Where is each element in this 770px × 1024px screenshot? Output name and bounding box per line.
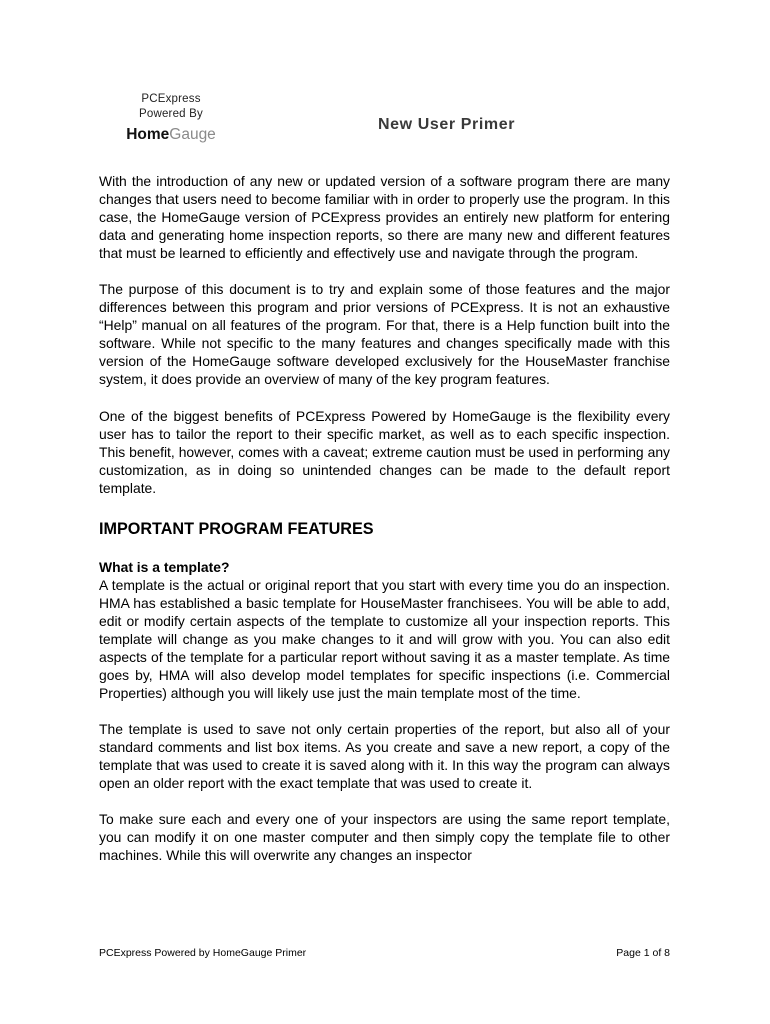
logo-homegauge-wordmark	[121, 126, 221, 144]
logo-line-pcexpress: PCExpress	[141, 93, 201, 105]
document-body	[99, 172, 670, 864]
intro-paragraph-1: With the introduction of any new or updated version of a software program there are many changes that users need to become familiar with in order to properly use the program. In this case, the HomeGauge version of PCExpress provides an entirely new platform for entering data and generating home inspection reports, so there are many new and different features that must be learned to efficiently and effectively use and navigate through the program.	[99, 173, 670, 262]
footer-page-number: Page 1 of 8	[616, 947, 670, 959]
logo-line-powered-by: Powered By	[138, 108, 203, 120]
logo-brand-gauge: Gauge	[169, 126, 216, 143]
intro-paragraph-2: The purpose of this document is to try and explain some of those features and the major differences between this program and prior versions of PCExpress. It is not an exhaustive “Help” manual on all features of the program. For that, there is a Help function built into the software. While not specific to the many features and changes specifically made with this version of the HomeGauge software developed exclusively for the HouseMaster franchise system, it does provide an overview of many of the key program features.	[99, 281, 670, 388]
template-paragraph-2: The template is used to save not only certain properties of the report, but also all of your standard comments and list box items. As you create and save a new report, a copy of the template that was used to create it is saved along with it. In this way the program can always open an older report with the exact template that was used to create it.	[99, 721, 670, 792]
footer-document-name: PCExpress Powered by HomeGauge Primer	[99, 947, 307, 959]
template-paragraph-3: To make sure each and every one of your inspectors are using the same report template, you can modify it on one master computer and then simply copy the template file to other machines. While this will overwrite any changes an inspector	[99, 811, 670, 864]
template-paragraph-1: A template is the actual or original report that you start with every time you do an inspection. HMA has established a basic template for HouseMaster franchisees. You will be able to add, edit or modify certain aspects of the template to customize all your inspection reports. This template will change as you make changes to it and will grow with you. You can also edit aspects of the template for a particular report without saving it as a master template. As time goes by, HMA will also develop model templates for specific inspections (i.e. Commercial Properties) although you will likely use just the main template most of the time.	[99, 576, 670, 702]
subsection-heading-template: What is a template?	[99, 558, 230, 575]
intro-paragraph-3: One of the biggest benefits of PCExpress Powered by HomeGauge is the flexibility every user has to tailor the report to their specific market, as well as to each specific inspection. This benefit, however, comes with a caveat; extreme caution must be used in performing any customization, as in doing so unintended changes can be made to the default report template.	[99, 407, 670, 496]
pcexpress-homegauge-logo	[121, 92, 221, 144]
section-heading-important-features: IMPORTANT PROGRAM FEATURES	[99, 519, 374, 538]
document-title: New User Primer	[378, 116, 516, 133]
logo-brand-home: Home	[126, 126, 170, 143]
